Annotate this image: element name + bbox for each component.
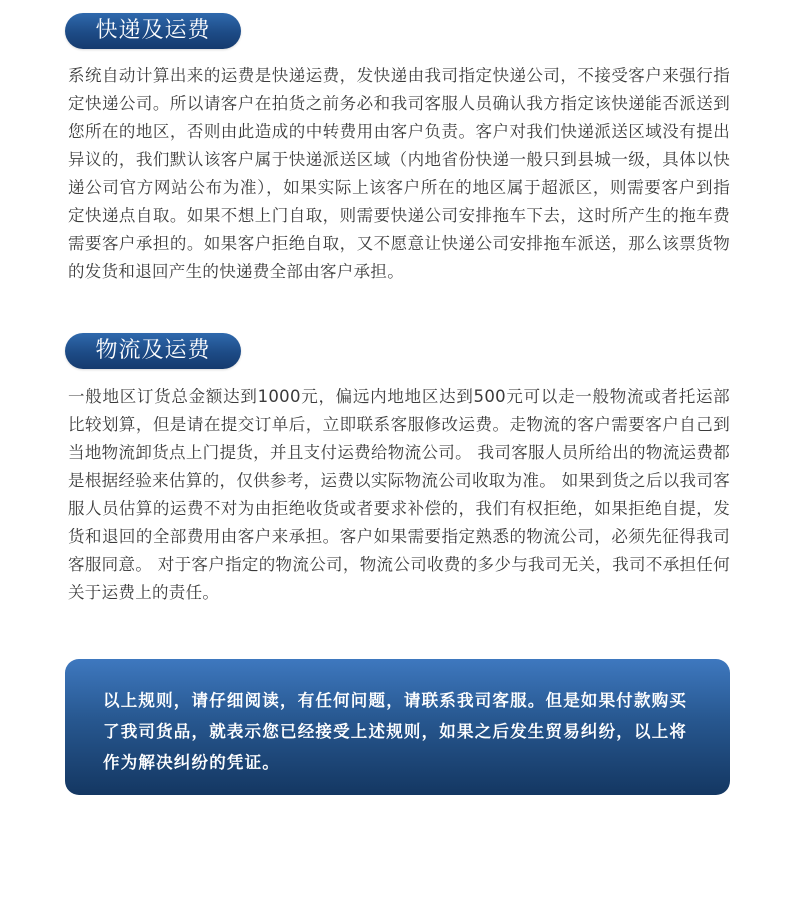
express-shipping-paragraph: 系统自动计算出来的运费是快递运费，发快递由我司指定快递公司，不接受客户来强行指定快递公司。所以请客户在拍货之前务必和我司客服人员确认我方指定该快递能否派送到您所在的地区，否则由此造成的中转费用由客户负责。客户对我们快递派送区域没有提出异议的，我们默认该客户属于快递派送区域（内地省份快递一般只到县城一级，具体以快递公司官方网站公布为准），如果实际上该客户所在的地区属于超派区，则需要客户到指定快递点自取。如果不想上门自取，则需要快递公司安排拖车下去，这时所产生的拖车费需要客户承担的。如果客户拒绝自取，又不愿意让快递公司安排拖车派送，那么该票货物的发货和退回产生的快递费全部由客户承担。	[68, 66, 730, 281]
section-title-express-shipping: 快递及运费	[65, 13, 241, 49]
logistics-shipping-paragraph: 一般地区订货总金额达到1000元，偏远内地地区达到500元可以走一般物流或者托运部比较划算，但是请在提交订单后，立即联系客服修改运费。走物流的客户需要客户自己到当地物流卸货点上门提货，并且支付运费给物流公司。 我司客服人员所给出的物流运费都是根据经验来估算的，仅供参考，运费以实际物流公司收取为准。 如果到货之后以我司客服人员估算的运费不对为由拒绝收货或者要求补偿的，我们有权拒绝，如果拒绝自提，发货和退回的全部费用由客户来承担。客户如果需要指定熟悉的物流公司，必须先征得我司客服同意。 对于客户指定的物流公司，物流公司收费的多少与我司无关，我司不承担任何关于运费上的责任。	[68, 387, 730, 602]
notice-text: 以上规则，请仔细阅读，有任何问题，请联系我司客服。但是如果付款购买了我司货品，就表示您已经接受上述规则，如果之后发生贸易纠纷，以上将作为解决纠纷的凭证。	[103, 691, 688, 772]
section-title-logistics-shipping: 物流及运费	[65, 333, 241, 369]
notice-box	[65, 659, 730, 795]
